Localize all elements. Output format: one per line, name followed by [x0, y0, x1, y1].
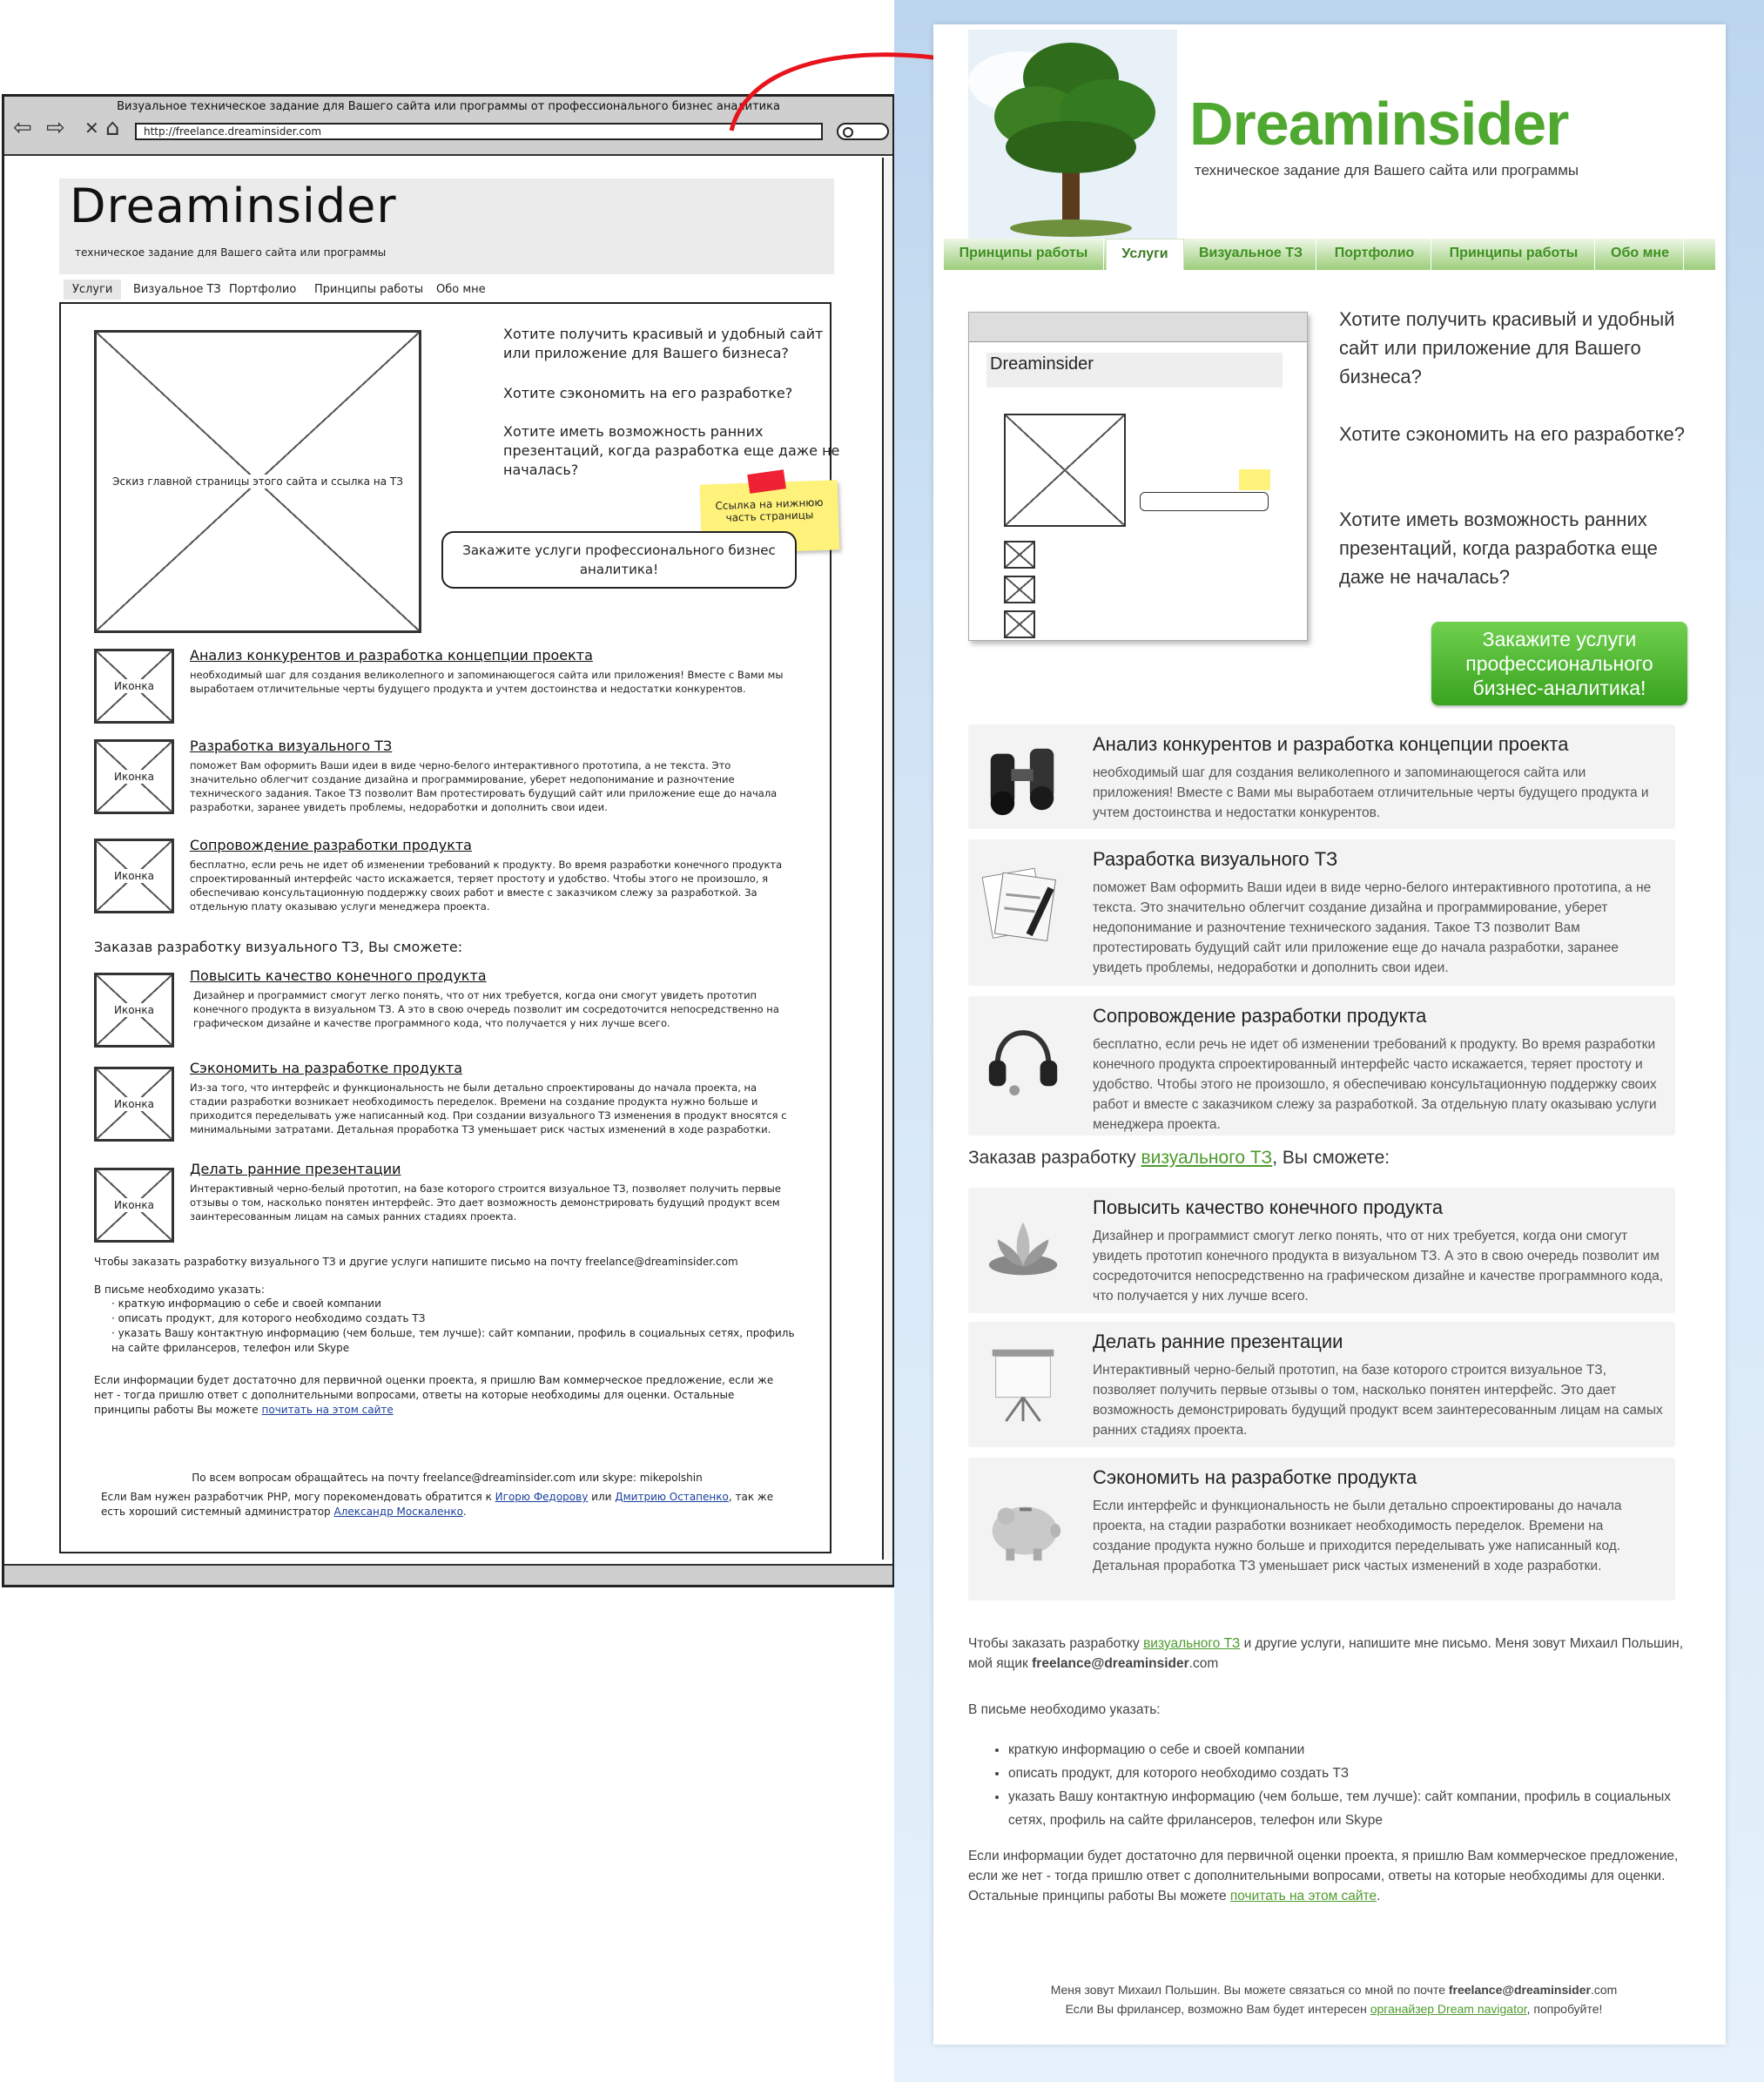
- wireframe-footer-contact: По всем вопросам обращайтесь на почту freelance@dreaminsider.com или skype: mikepolshin: [192, 1472, 703, 1484]
- service-text-2: поможет Вам оформить Ваши идеи в виде черно-белого интерактивного прототипа, а не текста. Это значительно облегчит создание дизайна и программирование, уберет недопонимание и разночтение технического задания. Такое ТЗ позволит Вам протестировать будущий сайт или приложение еще до начала разработки, заранее увидеть проблемы, недоработки и дополнить свои идеи.: [1093, 880, 1652, 975]
- ostapenko-link[interactable]: Дмитрию Остапенко: [615, 1491, 729, 1503]
- final-tagline: техническое задание для Вашего сайта или программы: [1195, 162, 1579, 179]
- footer-text: Меня зовут Михаил Польшин. Вы можете связаться со мной по почте: [1050, 1983, 1445, 1997]
- final-footer-freelancer: [968, 1999, 1700, 2018]
- thumbnail-logo: Dreaminsider: [990, 354, 1094, 374]
- wireframe-icon-placeholder: [94, 649, 174, 724]
- wireframe-url-field[interactable]: http://freelance.dreaminsider.com: [135, 123, 823, 140]
- wireframe-statusbar: [4, 1564, 892, 1585]
- final-tab-about[interactable]: Обо мне: [1597, 239, 1684, 270]
- email-tail: .com: [1188, 1656, 1219, 1671]
- wireframe-tab-visual-spec[interactable]: Визуальное ТЗ: [133, 283, 221, 296]
- wireframe-header: [59, 179, 834, 274]
- wireframe-benefit-title-2[interactable]: Сэкономить на разработке продукта: [190, 1060, 463, 1076]
- wireframe-cta-button[interactable]: Закажите услуги профессионального бизнес аналитика!: [441, 531, 797, 589]
- final-question-2: Хотите сэкономить на его разработке?: [1339, 423, 1685, 445]
- sticky-note-text: Ссылка на нижнюю часть страницы: [715, 495, 824, 524]
- benefit-card: [968, 1458, 1675, 1600]
- wireframe-benefit-text-2: Из-за того, что интерфейс и функциональность не были детально спроектированы до начала проекта, на стадии разработки возникает необходимость переделок. Времени на создание продукта нужно больше и приходится переделывать уже написанный код. При создании визуального ТЗ изменения в продукт вносятся с минимальными затратами. Детальная проработка ТЗ уменьшает риск частых изменений в ходе разработки.: [190, 1081, 787, 1135]
- wireframe-benefit-text-3: Интерактивный черно-белый прототип, на базе которого строится визуальное ТЗ, позволяет получить первые отзывы о том, насколько понятен интерфейс. Это дает возможность демонстрировать будущий продукт всем заинтересованным лицам на самых ранних стадиях проекта.: [190, 1182, 781, 1223]
- wireframe-tagline: техническое задание для Вашего сайта или программы: [75, 246, 387, 259]
- icon-label: Иконка: [111, 679, 157, 693]
- binoculars-icon: [980, 737, 1066, 822]
- wireframe-tab-services[interactable]: Услуги: [64, 280, 121, 300]
- dream-navigator-link[interactable]: органайзер Dream navigator: [1370, 2002, 1527, 2016]
- list-item: · краткую информацию о себе и своей компании: [111, 1297, 381, 1310]
- service-text-1: необходимый шаг для создания великолепного и запоминающегося сайта или приложения! Вместе с Вами мы выработаем отличительные черты будущего продукта и учтем достоинства и недостатки конкурентов.: [1093, 765, 1649, 820]
- list-item: · описать продукт, для которого необходимо создать ТЗ: [111, 1312, 426, 1324]
- wireframe-icon-placeholder: [94, 973, 174, 1048]
- list-item: · указать Вашу контактную информацию (чем больше, тем лучше): сайт компании, профиль в социальных сетях, профиль на сайте фрилансеров, телефон или Skype: [111, 1327, 795, 1354]
- footer-email: freelance@dreaminsider: [1448, 1983, 1591, 1997]
- final-tab-services[interactable]: Услуги: [1106, 239, 1184, 270]
- closing-text: Если информации будет достаточно для первичной оценки проекта, я пришлю Вам коммерческое предложение, если же нет - тогда пришлю ответ с дополнительными вопросами, ответы на которые необходимы для оценки. Остальные принципы работы Вы можете: [94, 1374, 774, 1416]
- footer-email-tail: .com: [1590, 1983, 1618, 1997]
- benefit-title-1: Повысить качество конечного продукта: [1093, 1196, 1444, 1218]
- wireframe-service-text-1: необходимый шаг для создания великолепного и запоминающегося сайта или приложения! Вместе с Вами мы выработаем отличительные черты будущего продукта и учтем достоинства и недостатки конкурентов.: [190, 669, 784, 695]
- final-tab-visual-spec[interactable]: Визуальное ТЗ: [1186, 239, 1316, 270]
- close-x-icon[interactable]: ✕: [84, 118, 99, 138]
- wireframe-browser-window: [2, 94, 895, 1587]
- wireframe-hero-placeholder[interactable]: [94, 330, 421, 633]
- wireframe-question-2: Хотите сэкономить на его разработке?: [503, 385, 793, 401]
- wireframe-benefit-title-1[interactable]: Повысить качество конечного продукта: [190, 967, 487, 984]
- wireframe-tab-portfolio[interactable]: Портфолио: [229, 283, 297, 296]
- service-title-2: Разработка визуального ТЗ: [1093, 848, 1338, 870]
- fedorov-link[interactable]: Игорю Федорову: [495, 1491, 589, 1503]
- piggy-bank-icon: [980, 1484, 1066, 1569]
- final-page: [933, 24, 1726, 2045]
- final-tab-principles-2[interactable]: Принципы работы: [1433, 239, 1595, 270]
- wireframe-letter-list: [111, 1297, 808, 1356]
- final-footer-contact: [968, 1980, 1700, 1999]
- benefit-text-2: Интерактивный черно-белый прототип, на базе которого строится визуальное ТЗ, позволяет получить первые отзывы о том, насколько понятен интерфейс. Это дает возможность демонстрировать будущий продукт всем заинтересованным лицам на самых ранних стадиях проекта.: [1093, 1363, 1663, 1438]
- wireframe-thumbnail[interactable]: [968, 312, 1308, 641]
- home-icon[interactable]: ⌂: [105, 115, 120, 141]
- thumbnail-hero-placeholder: [1004, 414, 1126, 527]
- wireframe-service-title-3[interactable]: Сопровождение разработки продукта: [190, 837, 472, 853]
- presentation-screen-icon: [980, 1339, 1066, 1425]
- icon-label: Иконка: [111, 869, 157, 883]
- final-cta-button[interactable]: Закажите услуги профессионального бизнес-аналитика!: [1431, 622, 1687, 705]
- moskalenko-link[interactable]: Александр Москаленко: [333, 1506, 463, 1518]
- wireframe-subheading: Заказав разработку визуального ТЗ, Вы сможете:: [94, 939, 463, 955]
- footer-text: или: [591, 1491, 612, 1503]
- footer-text: Если Вы фрилансер, возможно Вам будет интересен: [1065, 2002, 1367, 2016]
- service-card: [968, 996, 1675, 1135]
- final-question-3: Хотите иметь возможность ранних презентаций, когда разработка еще даже не началась?: [1339, 509, 1658, 588]
- final-letter-intro: В письме необходимо указать:: [968, 1702, 1161, 1717]
- order-text: и другие услуги, напишите мне письмо. Меня зовут Михаил Польшин, мой ящик: [968, 1636, 1684, 1671]
- wireframe-logo: Dreaminsider: [70, 179, 397, 233]
- wireframe-question-3: Хотите иметь возможность ранних презентаций, когда разработка еще даже не началась?: [503, 423, 840, 478]
- wireframe-icon-placeholder: [94, 739, 174, 814]
- forward-arrow-icon[interactable]: ⇨: [46, 115, 65, 141]
- list-item: • указать Вашу контактную информацию (чем больше, тем лучше): сайт компании, профиль в социальных сетях, профиль на сайте фрилансеров, телефон или Skype: [1008, 1785, 1691, 1832]
- service-title-1: Анализ конкурентов и разработка концепции проекта: [1093, 733, 1569, 755]
- subheading-text: Заказав разработку: [968, 1148, 1136, 1168]
- visual-spec-link[interactable]: визуального ТЗ: [1141, 1148, 1273, 1168]
- wireframe-footer-recommend: Если Вам нужен разработчик PHP, могу порекомендовать обратится к Игорю Федорову или Дмитрию Остапенко, так же есть хороший системный администратор Александр Москаленко.: [101, 1491, 774, 1518]
- list-item: • краткую информацию о себе и своей компании: [1008, 1738, 1691, 1762]
- final-question-1: Хотите получить красивый и удобный сайт или приложение для Вашего бизнеса?: [1339, 308, 1675, 387]
- subheading-text: , Вы сможете:: [1272, 1148, 1390, 1168]
- wireframe-service-text-2: поможет Вам оформить Ваши идеи в виде черно-белого интерактивного прототипа, а не текста. Это значительно облегчит создание дизайна и программирование, уберет недопонимание и разночтение технического задания. Такое ТЗ позволит Вам протестировать будущий сайт или приложение еще до начала разработки, заранее увидеть проблемы, недоработки и дополнить свои идеи.: [190, 759, 778, 813]
- wireframe-order-text: Чтобы заказать разработку визуального ТЗ и другие услуги напишите письмо на почту freelance@dreaminsider.com: [94, 1256, 738, 1268]
- final-order-text: [968, 1634, 1700, 1674]
- benefit-text-3: Если интерфейс и функциональность не были детально спроектированы до начала проекта, на стадии разработки возникает необходимость переделок. Времени на создание продукта нужно больше и приходится переделывать уже написанный код. Детальная проработка ТЗ уменьшает риск частых изменений в ходе разработки.: [1093, 1499, 1622, 1573]
- thumbnail-icon-placeholder: [1004, 576, 1035, 603]
- principles-link[interactable]: почитать на этом сайте: [1229, 1889, 1377, 1903]
- wireframe-closing-text: [94, 1373, 791, 1418]
- final-letter-list: [994, 1738, 1691, 1832]
- principles-link[interactable]: почитать на этом сайте: [261, 1404, 394, 1416]
- list-item: • описать продукт, для которого необходимо создать ТЗ: [1008, 1762, 1691, 1785]
- lotus-icon: [980, 1205, 1066, 1290]
- back-arrow-icon[interactable]: ⇦: [13, 115, 32, 141]
- closing-text: Если информации будет достаточно для первичной оценки проекта, я пришлю Вам коммерческое предложение, если же нет - тогда пришлю ответ с дополнительными вопросами, ответы на которые необходимы для оценки. Остальные принципы работы Вы можете: [968, 1849, 1679, 1903]
- wireframe-letter-intro: В письме необходимо указать:: [94, 1284, 265, 1296]
- wireframe-service-text-3: бесплатно, если речь не идет об изменении требований к продукту. Во время разработки конечного продукта спроектированный интерфейс часто искажается, теряет простоту и удобство. Чтобы этого не произошло, я обеспечиваю консультационную поддержку своих работ и вместе с заказчиком слежу за разработкой. За отдельную плату оказываю услуги менеджера проекта.: [190, 859, 783, 913]
- email-address: freelance@dreaminsider: [1032, 1656, 1189, 1671]
- service-title-3: Сопровождение разработки продукта: [1093, 1005, 1427, 1027]
- benefit-card: [968, 1322, 1675, 1447]
- footer-text: , так же есть хороший системный администратор: [101, 1491, 774, 1518]
- blueprint-pen-icon: [980, 860, 1066, 946]
- final-closing-text: Если информации будет достаточно для первичной оценки проекта, я пришлю Вам коммерческое предложение, если же нет - тогда пришлю ответ с дополнительными вопросами, ответы на которые необходимы для оценки. Остальные принципы работы Вы можете почитать на этом сайте.: [968, 1849, 1679, 1903]
- wireframe-icon-placeholder: [94, 1168, 174, 1243]
- benefit-title-3: Сэкономить на разработке продукта: [1093, 1466, 1417, 1488]
- service-text-3: бесплатно, если речь не идет об изменении требований к продукту. Во время разработки конечного продукта спроектированный интерфейс часто искажается, теряет простоту и удобство. Чтобы этого не произошло, я обеспечиваю консультационную поддержку своих работ и вместе с заказчиком слежу за разработкой. За отдельную плату оказываю услуги менеджера проекта.: [1093, 1037, 1657, 1132]
- service-card: [968, 724, 1675, 829]
- icon-label: Иконка: [111, 1003, 157, 1017]
- wireframe-scrollbar[interactable]: [882, 158, 892, 1560]
- benefit-card: [968, 1188, 1675, 1313]
- thumbnail-icon-placeholder: [1004, 610, 1035, 638]
- icon-label: Иконка: [111, 770, 157, 784]
- headphones-icon: [980, 1014, 1066, 1099]
- wireframe-benefit-title-3[interactable]: Делать ранние презентации: [190, 1161, 401, 1177]
- wireframe-tab-principles[interactable]: Принципы работы: [314, 283, 424, 296]
- thumbnail-icon-placeholder: [1004, 541, 1035, 569]
- wireframe-icon-placeholder: [94, 839, 174, 913]
- icon-label: Иконка: [111, 1097, 157, 1111]
- benefit-title-2: Делать ранние презентации: [1093, 1331, 1343, 1352]
- order-text: Чтобы заказать разработку: [968, 1636, 1140, 1651]
- final-logo[interactable]: Dreaminsider: [1189, 90, 1569, 158]
- wireframe-window-title: Визуальное техническое задание для Вашего сайта или программы от профессионального бизнес аналитика: [117, 100, 780, 113]
- hero-placeholder-label: Эскиз главной страницы этого сайта и ссылка на ТЗ: [110, 475, 406, 488]
- benefit-text-1: Дизайнер и программист смогут легко понять, что от них требуется, когда они смогут увидеть прототип конечного продукта в визуальном ТЗ. А это в свою очередь позволит им сосредоточится непосредственно на графическом дизайне и качестве программного кода, что получается у них лучше всего.: [1093, 1229, 1664, 1304]
- wireframe-service-title-2[interactable]: Разработка визуального ТЗ: [190, 738, 393, 754]
- footer-text: , попробуйте!: [1526, 2002, 1603, 2016]
- wireframe-service-title-1[interactable]: Анализ конкурентов и разработка концепции проекта: [190, 647, 593, 664]
- final-subheading: [968, 1148, 1700, 1168]
- wireframe-icon-placeholder: [94, 1067, 174, 1142]
- tree-logo-icon: [968, 30, 1177, 239]
- footer-text: Если Вам нужен разработчик PHP, могу порекомендовать обратится к: [101, 1491, 492, 1503]
- wireframe-tab-about[interactable]: Обо мне: [436, 283, 486, 296]
- final-tab-portfolio[interactable]: Портфолио: [1318, 239, 1431, 270]
- wireframe-benefit-text-1: Дизайнер и программист смогут легко понять, что от них требуется, когда они смогут увидеть прототип конечного продукта в визуальном ТЗ. А это в свою очередь позволит им сосредоточится непосредственно на графическом дизайне и качестве программного кода, что получается у них лучше всего.: [193, 989, 779, 1029]
- visual-spec-link[interactable]: визуального ТЗ: [1143, 1636, 1241, 1651]
- final-tab-principles[interactable]: Принципы работы: [944, 239, 1104, 270]
- final-nav-tabs: [944, 239, 1715, 270]
- wireframe-question-1: Хотите получить красивый и удобный сайт или приложение для Вашего бизнеса?: [503, 326, 824, 361]
- service-card: [968, 839, 1675, 986]
- icon-label: Иконка: [111, 1198, 157, 1212]
